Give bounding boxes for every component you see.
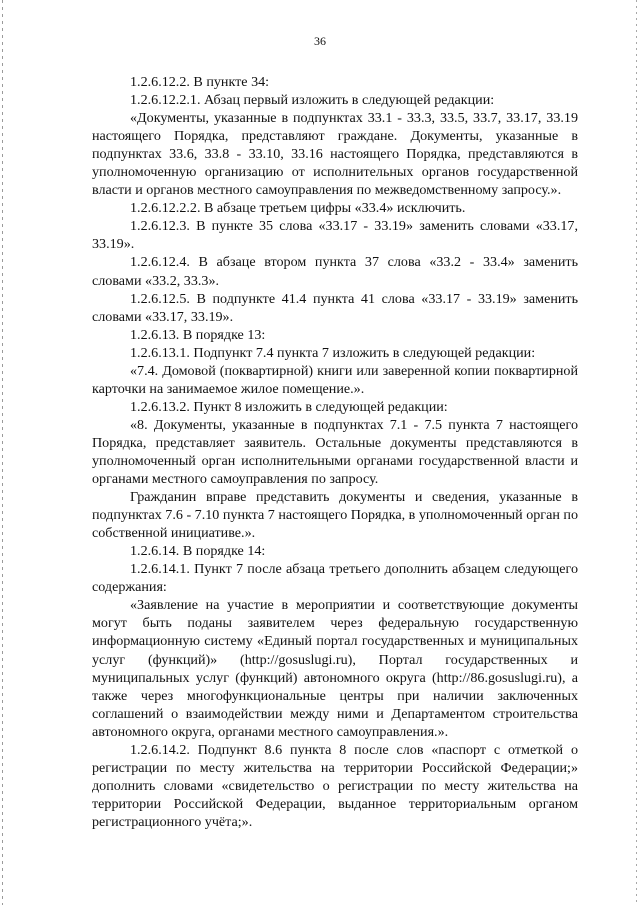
paragraph: 1.2.6.13.1. Подпункт 7.4 пункта 7 изложить в следующей редакции: [130,344,536,361]
paragraph: «7.4. Домовой (поквартирной) книги или заверенной копии поквартирной карточки на занимаемое жилое помещение.». [92,362,578,397]
paragraph: 1.2.6.14. В порядке 14: [130,543,266,560]
paragraph: «Документы, указанные в подпунктах 33.1 - 33.3, 33.5, 33.7, 33.17, 33.19 настоящего Порядка, представляют граждане. Документы, указанные в подпунктах 33.6, 33.8 - 33.10, 33.16 настоящего Порядка, представляются в уполномоченную организацию от исполнительных органов государственной власти и органов местного самоуправления по межведомственному запросу.». [92,110,578,199]
paragraph: Гражданин вправе представить документы и сведения, указанные в подпунктах 7.6 - 7.10 пункта 7 настоящего Порядка, в уполномоченный орган по собственной инициативе.». [92,489,578,542]
paragraph: 1.2.6.13. В порядке 13: [130,326,266,343]
paragraph: 1.2.6.14.2. Подпункт 8.6 пункта 8 после слов «паспорт с отметкой о регистрации по месту жительства на территории Российской Федерации;» дополнить словами «свидетельство о регистрации по месту жительства на территории Российской Федерации, выданное территориальным органом регистрационного учёта;». [92,741,578,830]
document-body [92,73,578,831]
paragraph: «8. Документы, указанные в подпунктах 7.1 - 7.5 пункта 7 настоящего Порядка, представляет заявитель. Остальные документы представляются в уполномоченный орган исполнительными органами государственной власти и органами местного самоуправления по запросу. [92,416,578,488]
paragraph: 1.2.6.13.2. Пункт 8 изложить в следующей редакции: [130,398,448,415]
scan-edge-left [2,0,3,905]
page-number: 36 [314,34,326,48]
paragraph: «Заявление на участие в мероприятии и соответствующие документы могут быть поданы заявителем через федеральную государственную информационную систему «Единый портал государственных и муниципальных услуг (функций)» (http://gosuslugi.ru), Портал государственных и муниципальных услуг (функций) автономного округа (http://86.gosuslugi.ru), а также через многофункциональные центры при наличии заключенных соглашений о взаимодействии между ними и Департаментом строительства автономного округа, органами местного самоуправления.». [92,597,578,740]
paragraph: 1.2.6.14.1. Пункт 7 после абзаца третьего дополнить абзацем следующего содержания: [92,561,578,596]
paragraph: 1.2.6.12.3. В пункте 35 слова «33.17 - 33.19» заменить словами «33.17, 33.19». [92,218,578,253]
paragraph: 1.2.6.12.2.1. Абзац первый изложить в следующей редакции: [130,92,495,109]
paragraph: 1.2.6.12.4. В абзаце втором пункта 37 слова «33.2 - 33.4» заменить словами «33.2, 33.3». [92,254,578,289]
scan-edge-right [636,0,637,905]
paragraph: 1.2.6.12.2.2. В абзаце третьем цифры «33.4» исключить. [130,200,466,217]
paragraph: 1.2.6.12.2. В пункте 34: [130,74,270,90]
paragraph: 1.2.6.12.5. В подпункте 41.4 пункта 41 слова «33.17 - 33.19» заменить словами «33.17, 33.19». [92,290,578,325]
